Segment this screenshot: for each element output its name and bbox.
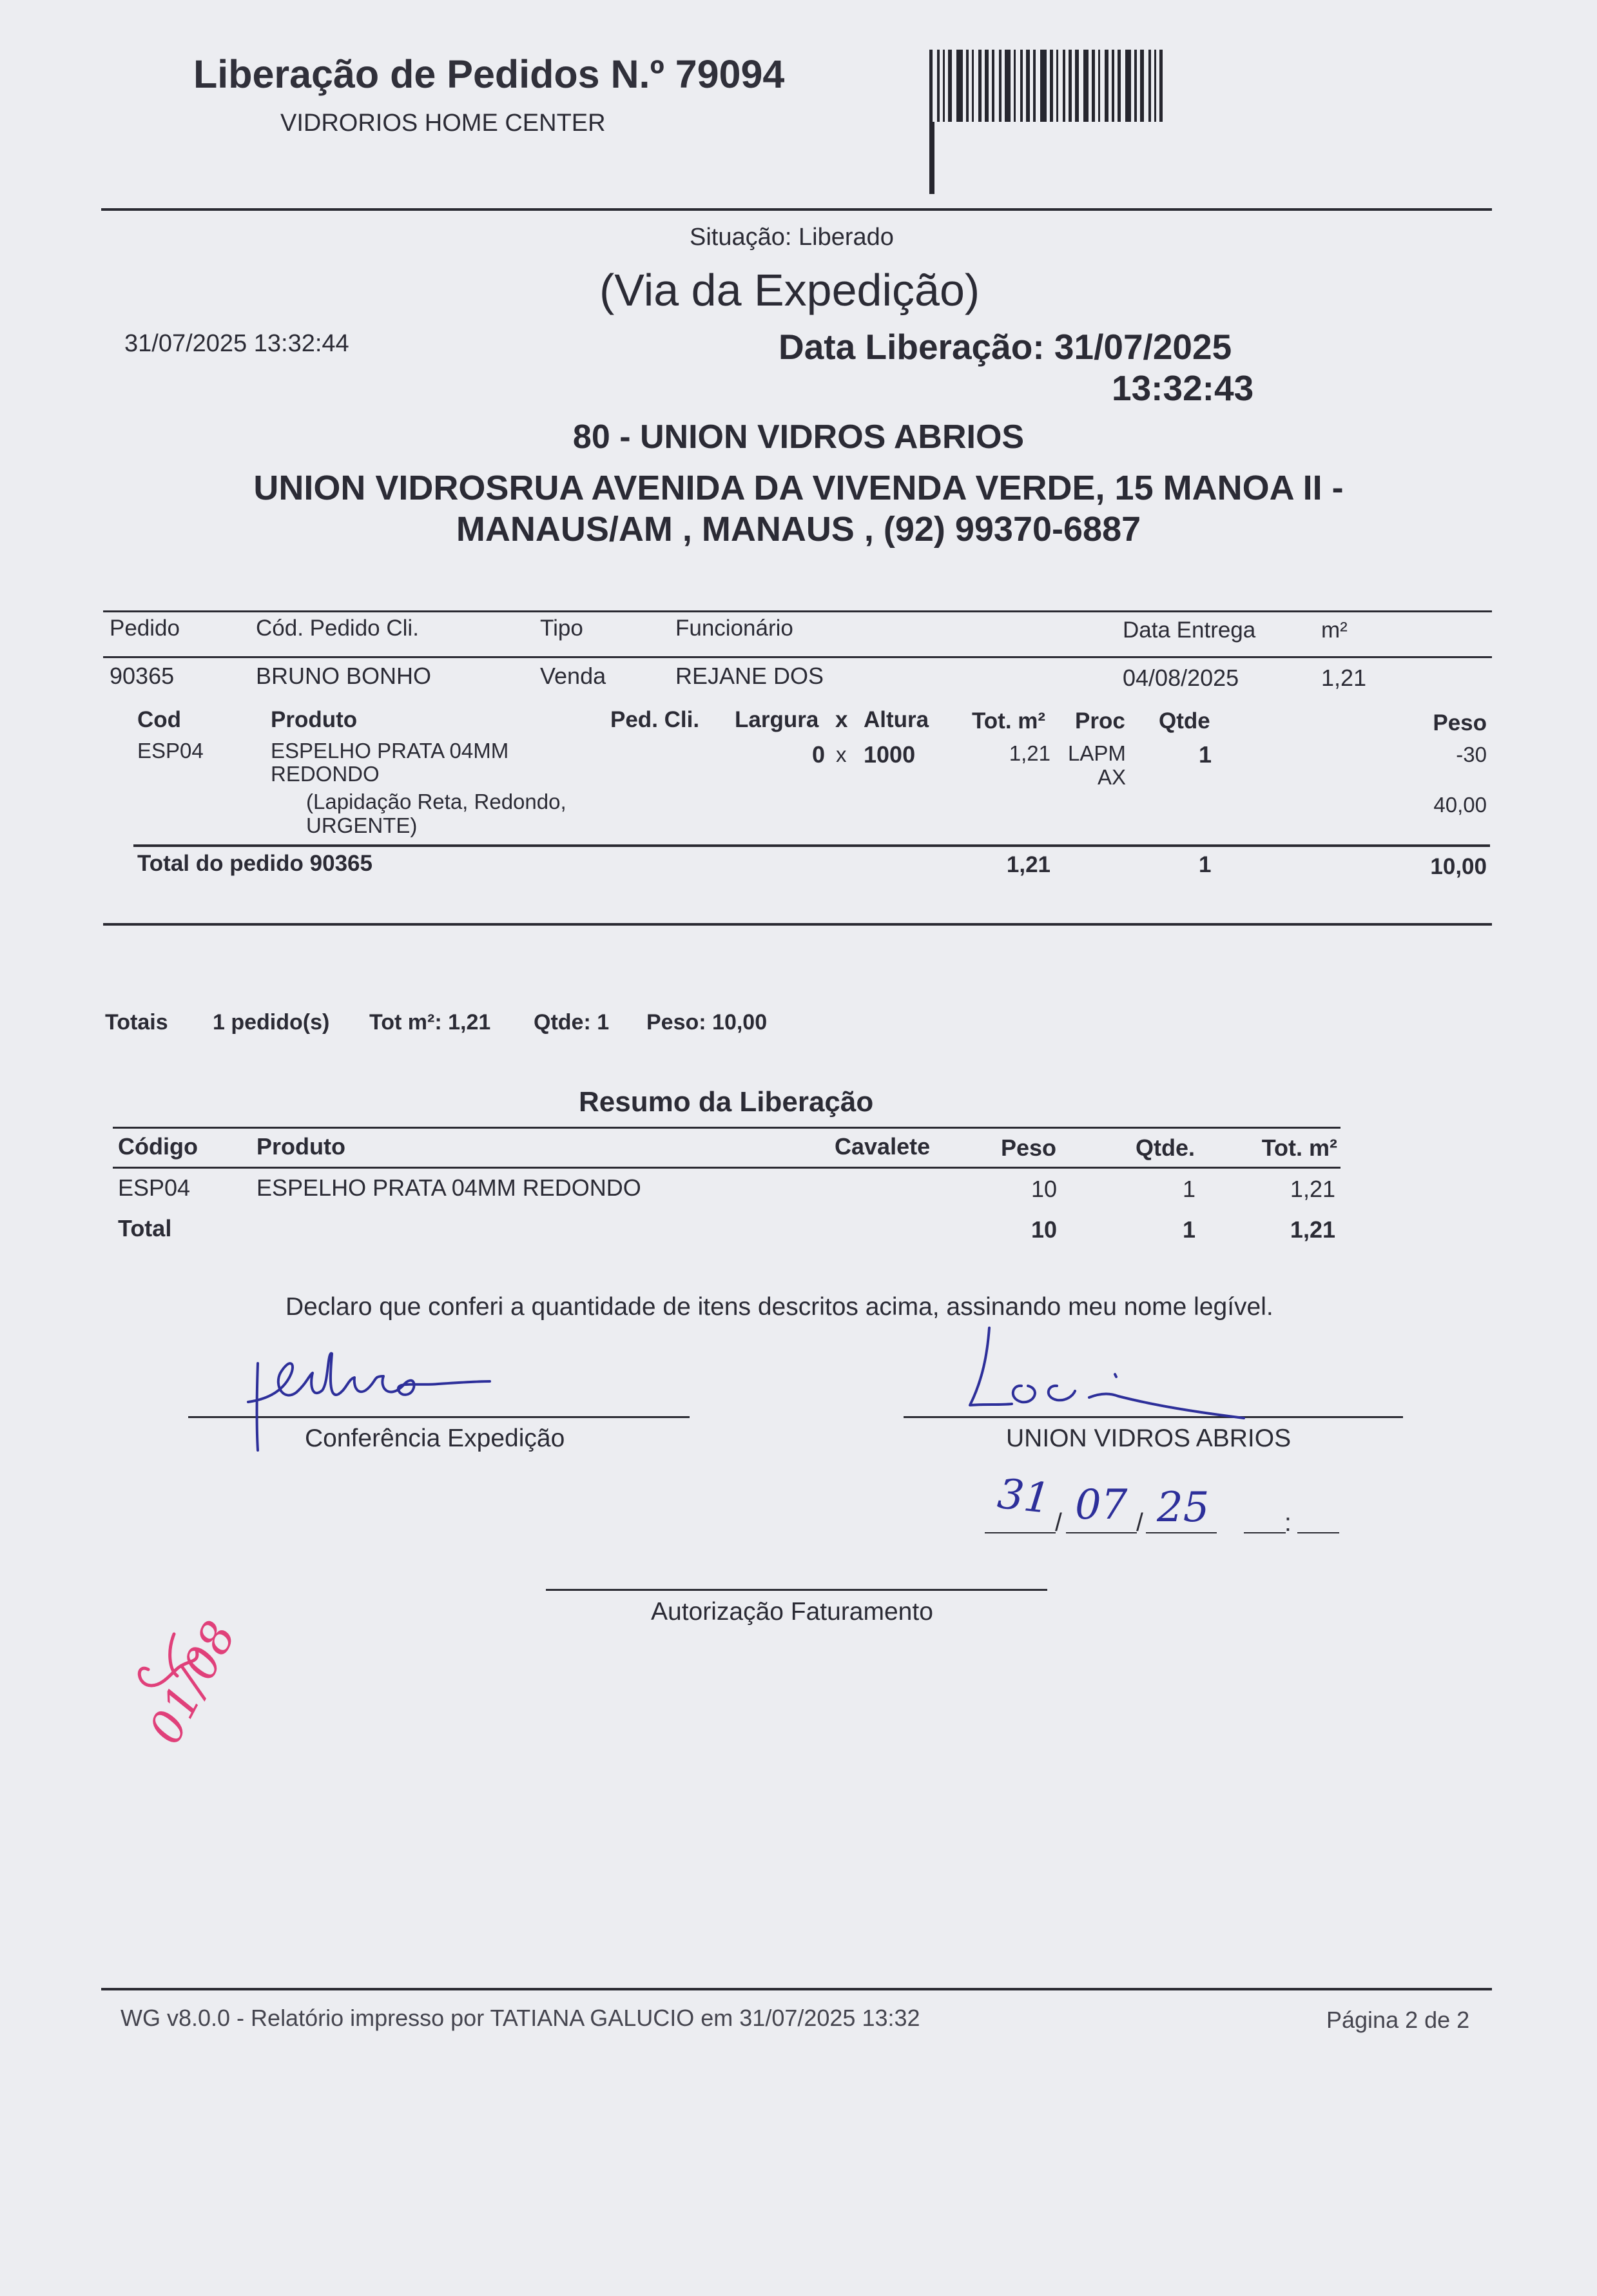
- authorization-line: [546, 1589, 1047, 1591]
- item-col-proc-header: Proc: [1075, 708, 1125, 734]
- barcode-bar: [1020, 50, 1023, 122]
- barcode-bar: [1075, 50, 1079, 122]
- totals-tot-m2: Tot m²: 1,21: [369, 1010, 491, 1035]
- item-produto-line1: ESPELHO PRATA 04MM: [271, 739, 509, 763]
- item-proc-line2: AX: [1098, 765, 1127, 789]
- barcode-bar: [1134, 50, 1137, 122]
- item-col-largura-header: Largura: [735, 707, 819, 732]
- barcode-bar: [1014, 50, 1016, 122]
- col-cod-pedido-cli-header: Cód. Pedido Cli.: [256, 616, 419, 641]
- barcode-bar: [1056, 50, 1058, 122]
- barcode-bar: [1050, 50, 1053, 122]
- barcode-bar: [1098, 50, 1100, 122]
- barcode-bar: [1083, 50, 1089, 122]
- right-handwritten-signature: [960, 1321, 1257, 1434]
- barcode-bar: [1033, 50, 1036, 122]
- client-code-name: 80 - UNION VIDROS ABRIOS: [572, 418, 1025, 456]
- declaration-text: Declaro que conferi a quantidade de itens descritos acima, assinando meu nome legível.: [286, 1293, 1273, 1321]
- barcode-bar: [1140, 50, 1144, 122]
- header-divider: [101, 208, 1492, 211]
- barcode-bar: [937, 50, 940, 122]
- release-date: Data Liberação: 31/07/2025: [779, 327, 1232, 367]
- item-col-produto-header: Produto: [271, 707, 358, 732]
- summary-total-tot-m2: 1,21: [1290, 1216, 1335, 1243]
- item-col-tot-m2-header: Tot. m²: [972, 708, 1046, 734]
- item-peso-line1: -30: [1456, 743, 1487, 766]
- barcode-bar: [943, 50, 945, 122]
- item-produto-line2: REDONDO: [271, 762, 380, 786]
- margin-handwritten-date: 01/08: [139, 1612, 247, 1753]
- items-total-rule: [133, 844, 1490, 847]
- item-tot-m2: 1,21: [1009, 741, 1050, 765]
- date-month-blank: [1066, 1532, 1137, 1533]
- item-peso-line2: 40,00: [1433, 793, 1487, 817]
- barcode-bar: [1154, 50, 1156, 122]
- client-address-line1: UNION VIDROSRUA AVENIDA DA VIVENDA VERDE, 15 MANOA II -: [253, 469, 1344, 507]
- item-x: x: [836, 743, 847, 766]
- barcode-bar: [1159, 50, 1163, 122]
- client-address-line2: MANAUS/AM , MANAUS , (92) 99370-6887: [456, 510, 1141, 549]
- order-pedido: 90365: [110, 663, 175, 689]
- summary-top-rule: [113, 1127, 1341, 1129]
- summary-produto: ESPELHO PRATA 04MM REDONDO: [256, 1174, 641, 1201]
- order-table-header-rule: [103, 656, 1492, 658]
- barcode-bar: [1112, 50, 1114, 122]
- left-signature-label: Conferência Expedição: [305, 1425, 565, 1452]
- summary-col-qtde-header: Qtde.: [1136, 1134, 1195, 1161]
- totals-peso: Peso: 10,00: [646, 1010, 768, 1035]
- left-handwritten-signature: [245, 1338, 496, 1454]
- handwritten-date-month: 07: [1075, 1481, 1128, 1529]
- barcode-bar: [1105, 50, 1108, 122]
- summary-col-cavalete-header: Cavalete: [835, 1133, 931, 1160]
- item-largura: 0: [811, 741, 825, 768]
- barcode-bar: [1092, 50, 1095, 122]
- order-table-top-rule: [103, 610, 1492, 612]
- item-col-altura-header: Altura: [864, 707, 929, 732]
- footer-rule: [101, 1988, 1492, 1990]
- handwritten-date-day: 31: [995, 1470, 1053, 1524]
- order-total-m2: 1,21: [1006, 852, 1050, 877]
- col-tipo-header: Tipo: [540, 616, 583, 641]
- barcode-bar: [999, 50, 1002, 122]
- copy-label: (Via da Expedição): [599, 265, 980, 315]
- summary-col-peso-header: Peso: [1001, 1134, 1057, 1161]
- summary-qtde: 1: [1182, 1176, 1195, 1202]
- handwritten-date-year: 25: [1157, 1484, 1210, 1532]
- barcode-bar: [1063, 50, 1065, 122]
- right-signature-label: UNION VIDROS ABRIOS: [1006, 1425, 1292, 1452]
- document-title: Liberação de Pedidos N.º 79094: [193, 52, 785, 96]
- barcode: [929, 50, 1174, 122]
- barcode-bar: [1148, 50, 1151, 122]
- item-col-ped-cli-header: Ped. Cli.: [610, 707, 700, 732]
- barcode-bar: [966, 50, 969, 122]
- col-pedido-header: Pedido: [110, 616, 180, 641]
- item-proc-line1: LAPM: [1068, 741, 1126, 765]
- order-data-entrega: 04/08/2025: [1123, 665, 1239, 691]
- totals-label: Totais: [105, 1010, 168, 1035]
- barcode-bar: [1040, 50, 1047, 122]
- item-col-qtde-header: Qtde: [1159, 708, 1210, 734]
- footer-printed-by: WG v8.0.0 - Relatório impresso por TATIANA GALUCIO em 31/07/2025 13:32: [121, 2005, 920, 2031]
- col-data-entrega-header: Data Entrega: [1123, 618, 1256, 643]
- date-year-blank: [1146, 1532, 1217, 1533]
- barcode-bar: [948, 50, 952, 122]
- status-text: Situação: Liberado: [690, 224, 894, 251]
- item-col-peso-header: Peso: [1433, 710, 1487, 735]
- date-day-blank: [985, 1532, 1056, 1533]
- time-minute-blank: [1297, 1532, 1339, 1533]
- barcode-bar: [972, 50, 974, 122]
- item-detail-line1: (Lapidação Reta, Redondo,: [306, 790, 566, 813]
- summary-title: Resumo da Liberação: [579, 1086, 874, 1118]
- summary-header-rule: [113, 1167, 1341, 1169]
- col-funcionario-header: Funcionário: [675, 616, 793, 641]
- barcode-bar: [978, 50, 982, 122]
- summary-total-label: Total: [118, 1215, 172, 1241]
- date-separator-2: /: [1136, 1509, 1143, 1537]
- summary-col-produto-header: Produto: [256, 1133, 345, 1160]
- item-cod: ESP04: [137, 739, 204, 763]
- date-separator-1: /: [1055, 1509, 1062, 1537]
- barcode-bar: [992, 50, 994, 122]
- time-separator: :: [1284, 1509, 1292, 1537]
- item-altura: 1000: [864, 741, 916, 768]
- barcode-bar: [1125, 50, 1131, 122]
- authorization-label: Autorização Faturamento: [651, 1598, 933, 1626]
- summary-codigo: ESP04: [118, 1174, 191, 1201]
- order-funcionario: REJANE DOS: [675, 663, 824, 689]
- totals-qtde: Qtde: 1: [534, 1010, 610, 1035]
- summary-peso: 10: [1031, 1176, 1057, 1202]
- order-tipo: Venda: [540, 663, 606, 689]
- barcode-bar: [985, 50, 989, 122]
- item-col-x-header: x: [835, 707, 848, 732]
- totals-pedidos: 1 pedido(s): [213, 1010, 330, 1035]
- item-col-cod-header: Cod: [137, 707, 182, 732]
- barcode-bar: [1118, 50, 1121, 122]
- barcode-bar: [929, 122, 934, 194]
- summary-total-peso: 10: [1031, 1216, 1057, 1243]
- footer-page-number: Página 2 de 2: [1326, 2007, 1470, 2033]
- col-m2-header: m²: [1321, 618, 1348, 643]
- order-cod-pedido-cli: BRUNO BONHO: [256, 663, 432, 689]
- barcode-bar: [929, 50, 933, 122]
- item-qtde: 1: [1199, 741, 1212, 768]
- barcode-bar: [1069, 50, 1072, 122]
- order-total-qtde: 1: [1199, 852, 1212, 877]
- summary-tot-m2: 1,21: [1290, 1176, 1335, 1202]
- barcode-bar: [1005, 50, 1011, 122]
- item-detail-line2: URGENTE): [306, 813, 418, 837]
- barcode-bar: [1026, 50, 1030, 122]
- release-time: 13:32:43: [1112, 368, 1254, 408]
- company-name: VIDRORIOS HOME CENTER: [280, 110, 606, 137]
- order-m2: 1,21: [1321, 665, 1367, 691]
- summary-total-qtde: 1: [1182, 1216, 1195, 1243]
- time-hour-blank: [1244, 1532, 1286, 1533]
- summary-col-tot-m2-header: Tot. m²: [1261, 1134, 1337, 1161]
- order-total-label: Total do pedido 90365: [137, 851, 373, 876]
- order-block-bottom-rule: [103, 923, 1492, 926]
- summary-col-codigo-header: Código: [118, 1133, 198, 1160]
- barcode-bar: [956, 50, 963, 122]
- order-total-peso: 10,00: [1430, 854, 1487, 879]
- print-timestamp: 31/07/2025 13:32:44: [124, 330, 349, 357]
